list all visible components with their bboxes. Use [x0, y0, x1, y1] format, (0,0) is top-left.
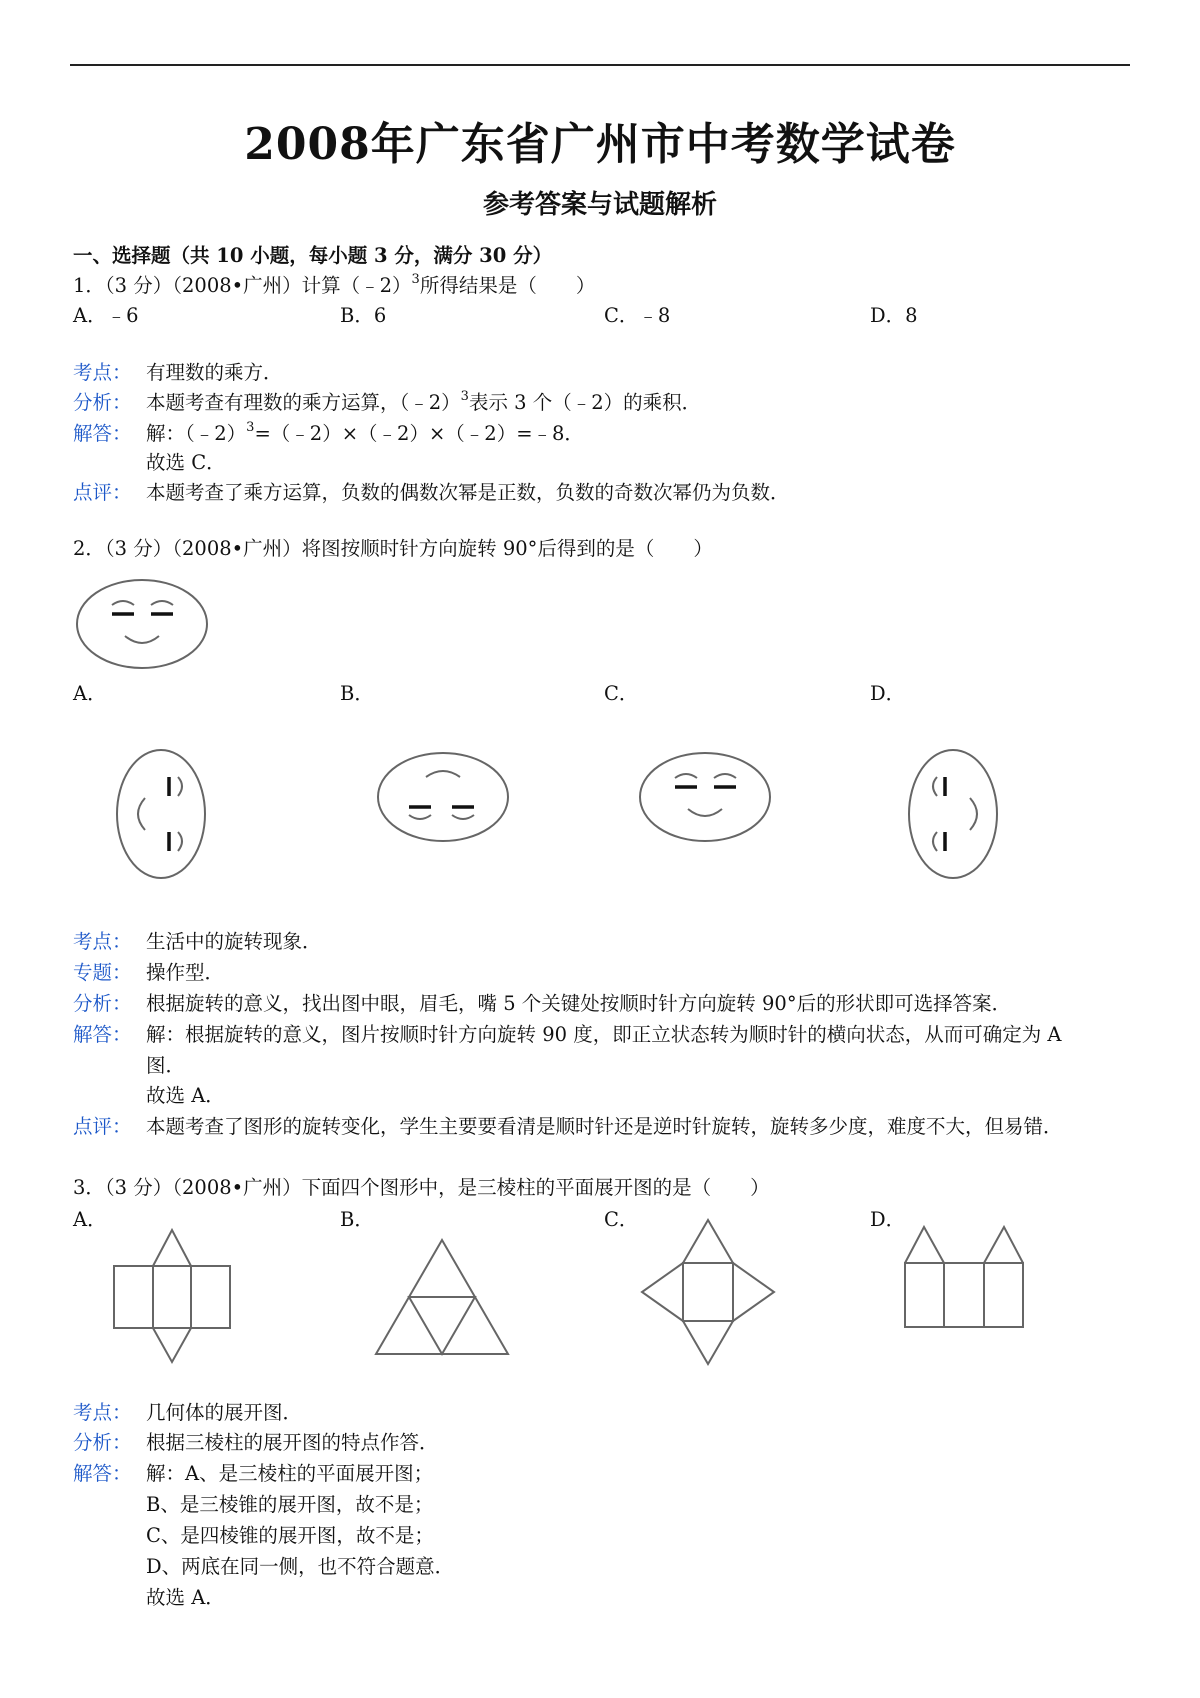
- q1-jieda-label: 解答：: [73, 422, 132, 445]
- q3-fenxi-label: 分析：: [73, 1431, 132, 1454]
- q2-zhuanti-label: 专题：: [73, 961, 132, 984]
- q3-option-c: C．: [604, 1208, 639, 1231]
- q3-option-d-net-figure: [904, 1225, 1026, 1329]
- q2-option-a-face-figure: [113, 746, 209, 882]
- q2-dianping: 本题考查了图形的旋转变化，学生主要要看清是顺时针还是逆时针旋转，旋转多少度，难度不大，但易错．: [146, 1115, 1063, 1138]
- q1-option-a: A．﹣6: [73, 304, 139, 327]
- q3-jieda-line4: D、两底在同一侧，也不符合题意．: [146, 1555, 455, 1578]
- q1-jieda: 解：（﹣2）$^3$=（﹣2）×（﹣2）×（﹣2）=﹣8．: [146, 420, 584, 445]
- q1-option-d: D．8: [870, 304, 918, 327]
- q2-kaodian-label: 考点：: [73, 930, 132, 953]
- q2-fenxi-label: 分析：: [73, 992, 132, 1015]
- q3-option-b-net-figure: [374, 1238, 510, 1356]
- q2-option-c: C．: [604, 682, 639, 705]
- q3-option-a-net-figure: [113, 1228, 233, 1364]
- q1-fenxi-label: 分析：: [73, 391, 132, 414]
- header-rule: [70, 64, 1130, 66]
- q3-kaodian-label: 考点：: [73, 1401, 132, 1424]
- q3-option-c-net-figure: [640, 1218, 776, 1366]
- q2-option-d-face-figure: [905, 746, 1001, 882]
- q2-option-d: D．: [870, 682, 906, 705]
- q2-zhuanti: 操作型．: [146, 961, 225, 984]
- q3-option-a: A．: [73, 1208, 107, 1231]
- q2-stem: 2．（3 分）（2008•广州）将图按顺时针方向旋转 90°后得到的是（ ）: [73, 537, 713, 560]
- q3-jieda-line5: 故选 A．: [146, 1586, 225, 1609]
- q1-dianping-label: 点评：: [73, 481, 132, 504]
- q3-kaodian: 几何体的展开图．: [146, 1401, 303, 1424]
- q2-option-b-face-figure: [376, 751, 511, 843]
- q3-option-d: D．: [870, 1208, 906, 1231]
- q1-jieda-line2: 故选 C．: [146, 451, 226, 474]
- q3-jieda: 解：A、是三棱柱的平面展开图；: [146, 1462, 434, 1485]
- q2-jieda-label: 解答：: [73, 1023, 132, 1046]
- page-title: 2008年广东省广州市中考数学试卷: [244, 119, 956, 170]
- q2-option-c-face-figure: [638, 751, 773, 843]
- q2-jieda: 解：根据旋转的意义，图片按顺时针方向旋转 90 度，即正立状态转为顺时针的横向状态，从而可确定为 A: [146, 1023, 1062, 1046]
- q1-stem: 1．（3 分）（2008•广州）计算（﹣2）$^3$所得结果是（ ）: [73, 272, 596, 297]
- q2-option-b: B．: [340, 682, 374, 705]
- q2-jieda-line2: 图．: [146, 1054, 186, 1077]
- q3-jieda-label: 解答：: [73, 1462, 132, 1485]
- q3-fenxi: 根据三棱柱的展开图的特点作答．: [146, 1431, 439, 1454]
- q2-original-face-figure: [75, 578, 210, 670]
- q3-stem: 3．（3 分）（2008•广州）下面四个图形中，是三棱柱的平面展开图的是（ ）: [73, 1176, 770, 1199]
- q1-option-b: B．6: [340, 304, 387, 327]
- q2-fenxi: 根据旋转的意义，找出图中眼，眉毛，嘴 5 个关键处按顺时针方向旋转 90°后的形状即可选择答案．: [146, 992, 1012, 1015]
- q2-dianping-label: 点评：: [73, 1115, 132, 1138]
- q1-kaodian-label: 考点：: [73, 361, 132, 384]
- q3-option-b: B．: [340, 1208, 374, 1231]
- q1-kaodian: 有理数的乘方．: [146, 361, 283, 384]
- q1-dianping: 本题考查了乘方运算，负数的偶数次幂是正数，负数的奇数次幂仍为负数．: [146, 481, 790, 504]
- q1-option-c: C．﹣8: [604, 304, 671, 327]
- q3-jieda-line2: B、是三棱锥的展开图，故不是；: [146, 1493, 434, 1516]
- q2-kaodian: 生活中的旋转现象．: [146, 930, 322, 953]
- q2-option-a: A．: [73, 682, 107, 705]
- section-heading: 一、选择题（共 10 小题，每小题 3 分，满分 30 分）: [73, 244, 553, 267]
- q1-fenxi: 本题考查有理数的乘方运算，（﹣2）$^3$表示 3 个（﹣2）的乘积．: [146, 389, 702, 414]
- q3-jieda-line3: C、是四棱锥的展开图，故不是；: [146, 1524, 434, 1547]
- page-subtitle: 参考答案与试题解析: [482, 190, 717, 220]
- q2-jieda-line3: 故选 A．: [146, 1084, 225, 1107]
